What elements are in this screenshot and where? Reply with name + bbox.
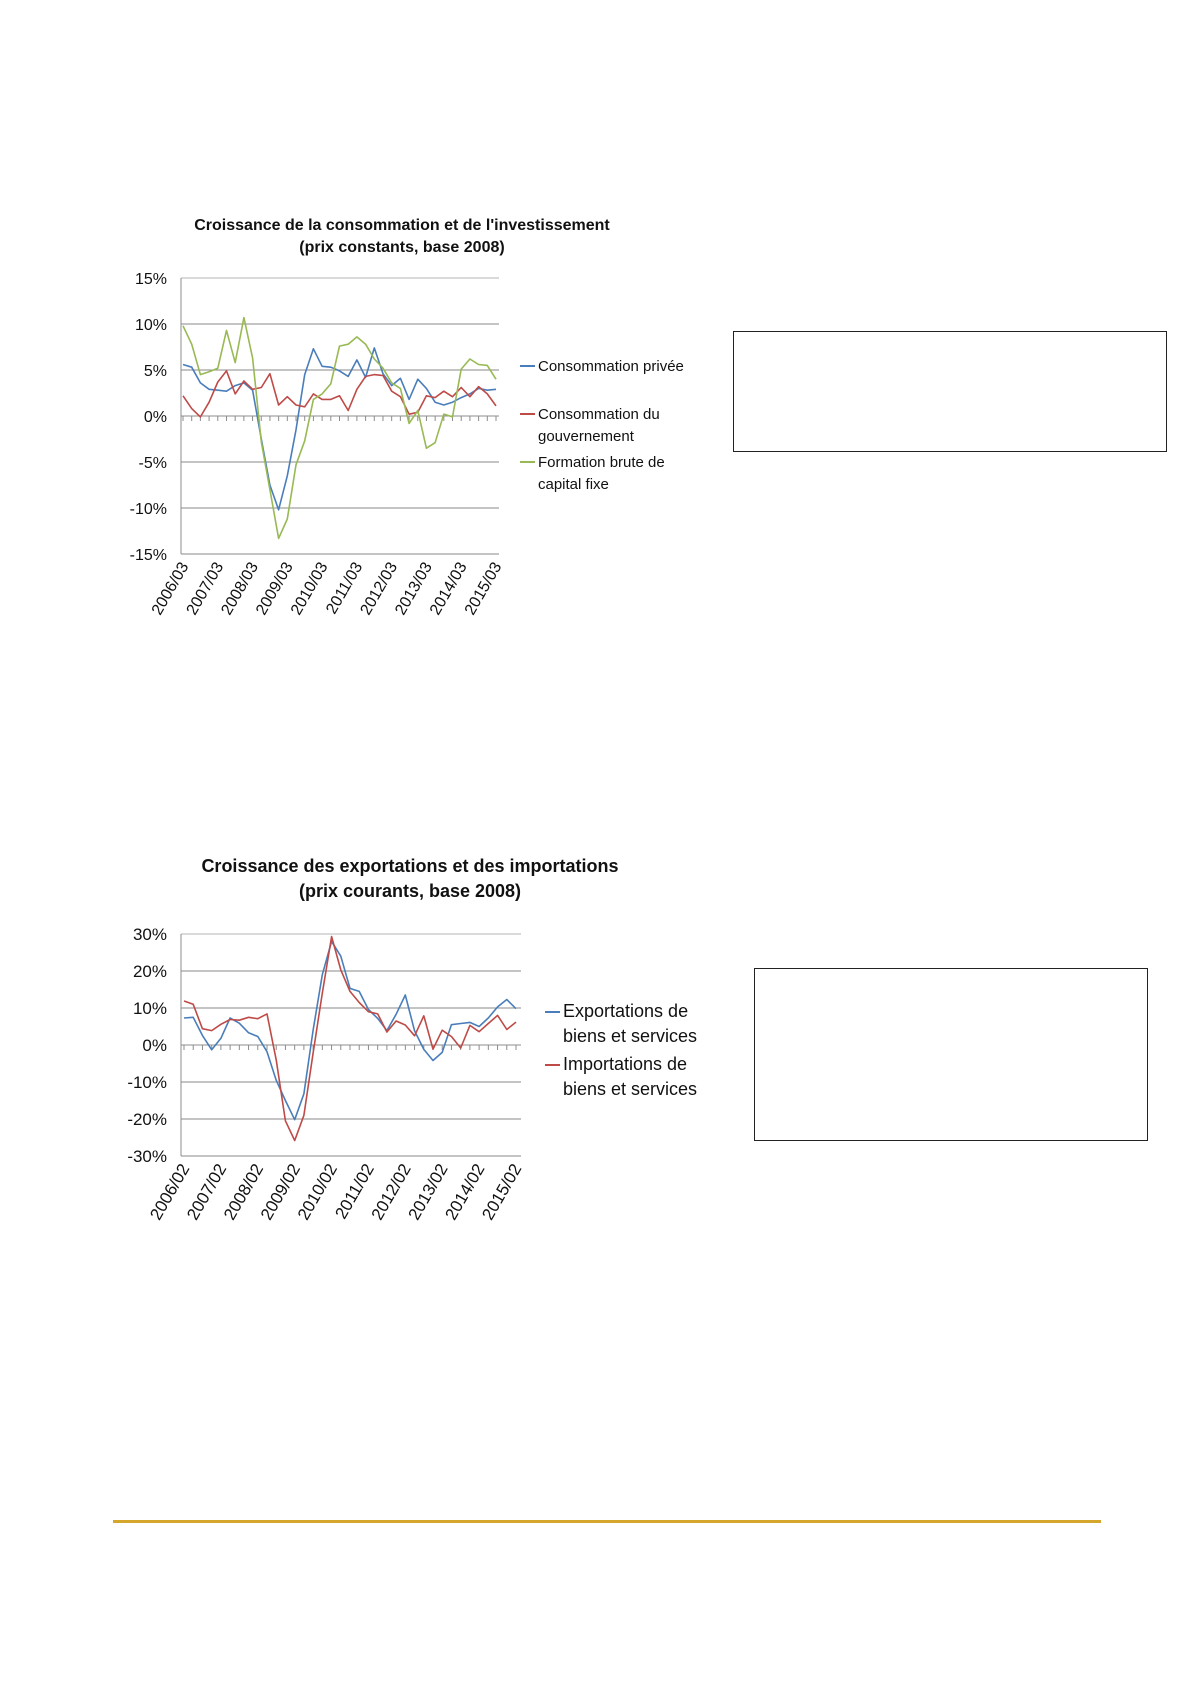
legend-label: Exportations de: [563, 1001, 689, 1021]
chart2-y-tick-labels: [127, 925, 167, 1166]
x-tick-label: 2015/02: [478, 1160, 526, 1224]
x-tick-label: 2006/02: [146, 1160, 194, 1224]
x-tick-label: 2015/03: [461, 559, 506, 619]
x-tick-label: 2012/02: [367, 1160, 415, 1224]
x-tick-label: 2010/03: [287, 559, 332, 619]
legend-label: Importations de: [563, 1054, 688, 1074]
chart1-title: Croissance de la consommation et de l'investissement: [194, 217, 610, 234]
series-line-2: [184, 937, 516, 1141]
chart2-legend: [545, 1001, 697, 1099]
y-tick-label: 10%: [134, 317, 167, 334]
chart2-subtitle: (prix courants, base 2008): [298, 881, 522, 901]
y-tick-label: -30%: [127, 1147, 167, 1166]
x-tick-label: 2007/03: [183, 559, 228, 619]
chart2-series-group: [184, 937, 516, 1141]
x-tick-label: 2009/02: [256, 1160, 305, 1224]
x-tick-label: 2010/02: [293, 1160, 342, 1224]
legend-label: Consommation du: [538, 406, 660, 423]
legend-label: gouvernement: [538, 428, 634, 445]
y-tick-label: 0%: [142, 1036, 167, 1055]
x-tick-label: 2013/03: [392, 559, 436, 619]
x-tick-label: 2011/03: [323, 559, 367, 618]
y-tick-label: 10%: [132, 999, 167, 1018]
y-tick-label: 20%: [132, 962, 167, 981]
x-tick-label: 2008/02: [220, 1160, 268, 1224]
x-tick-label: 2006/03: [148, 559, 193, 619]
empty-comment-box-2: [754, 968, 1148, 1141]
legend-label: biens et services: [563, 1079, 698, 1099]
chart2-gridlines: [181, 971, 521, 1156]
chart2-title: Croissance des exportations et des importations: [201, 856, 619, 876]
series-line-1: [184, 941, 516, 1119]
y-tick-label: -10%: [127, 1073, 167, 1092]
y-tick-label: -5%: [138, 455, 167, 472]
legend-label: Consommation privée: [538, 358, 684, 375]
empty-comment-box-1: [733, 331, 1167, 452]
legend-label: biens et services: [563, 1026, 698, 1046]
x-tick-label: 2012/03: [357, 559, 402, 619]
x-tick-label: 2008/03: [218, 559, 263, 619]
y-tick-label: -15%: [129, 547, 167, 564]
legend-label: capital fixe: [538, 476, 609, 493]
x-tick-label: 2014/02: [441, 1160, 489, 1224]
x-tick-label: 2013/02: [404, 1160, 452, 1224]
chart2-axes: [181, 934, 521, 1156]
y-tick-label: 0%: [143, 409, 167, 426]
y-tick-label: -20%: [127, 1110, 167, 1129]
x-tick-label: 2007/02: [183, 1160, 231, 1224]
footer-divider: [113, 1520, 1101, 1523]
chart1-subtitle: (prix constants, base 2008): [299, 239, 505, 256]
y-tick-label: 15%: [134, 271, 167, 288]
chart2-x-tick-labels: [146, 1161, 525, 1224]
y-tick-label: 30%: [132, 925, 167, 944]
x-tick-label: 2011/02: [331, 1160, 378, 1223]
x-tick-label: 2014/03: [427, 559, 471, 619]
x-tick-label: 2009/03: [253, 559, 297, 619]
legend-label: Formation brute de: [538, 454, 665, 471]
y-tick-label: -10%: [129, 501, 167, 518]
y-tick-label: 5%: [143, 363, 167, 380]
